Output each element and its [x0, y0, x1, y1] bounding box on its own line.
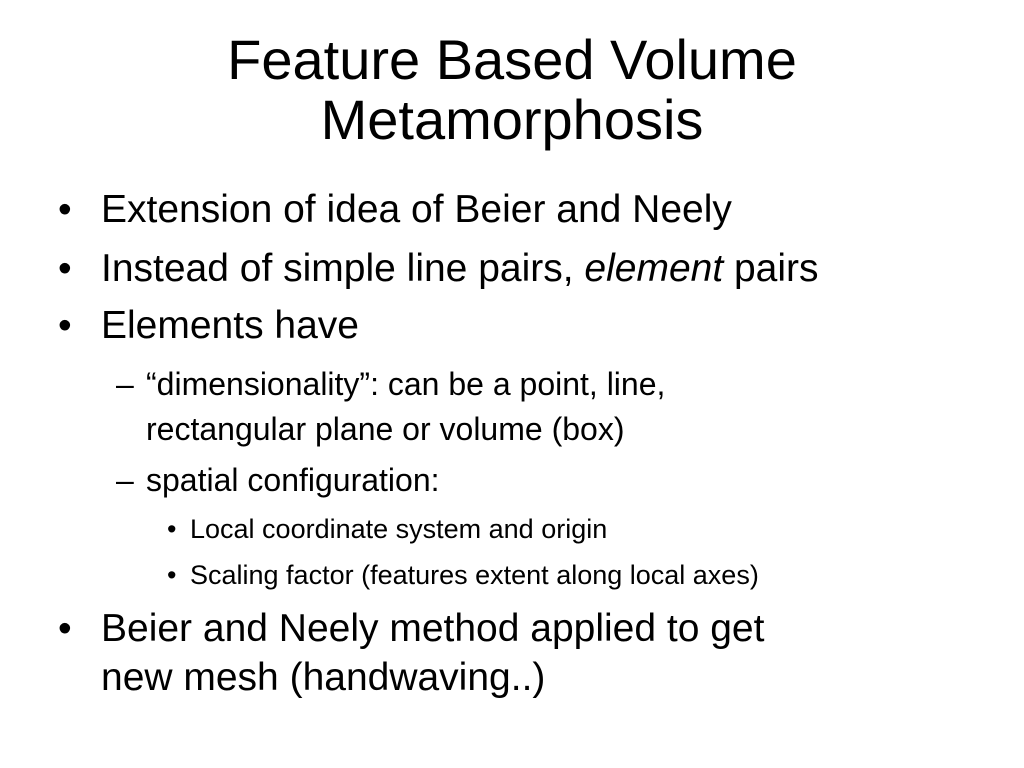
bullet-beier-line-2: new mesh (handwaving..) — [101, 656, 546, 699]
sub-bullet-dimensionality-line-1: “dimensionality”: can be a point, line, — [146, 366, 666, 402]
sub-bullet-spatial: spatial configuration: — [146, 462, 440, 498]
bullet-marker-small: • — [167, 560, 177, 590]
dash-marker: – — [116, 462, 134, 498]
dash-marker: – — [116, 366, 134, 402]
bullet-extension: Extension of idea of Beier and Neely — [101, 188, 732, 231]
bullet-instead-post: pairs — [723, 247, 819, 290]
bullet-beier-line-1: Beier and Neely method applied to get — [101, 607, 765, 650]
bullet-marker-small: • — [167, 514, 177, 544]
title-line-2: Metamorphosis — [320, 88, 704, 151]
bullet-marker: • — [58, 304, 72, 347]
sub-bullet-dimensionality-line-2: rectangular plane or volume (box) — [146, 411, 625, 447]
title-line-1: Feature Based Volume — [227, 28, 797, 91]
sub-sub-bullet-local-coords: Local coordinate system and origin — [190, 514, 608, 544]
bullet-instead-pre: Instead of simple line pairs, — [101, 247, 585, 290]
bullet-marker: • — [58, 607, 72, 650]
bullet-elements-have: Elements have — [101, 304, 359, 347]
bullet-marker: • — [58, 247, 72, 290]
bullet-instead — [101, 243, 819, 295]
bullet-marker: • — [58, 188, 72, 231]
sub-sub-bullet-scaling: Scaling factor (features extent along local axes) — [190, 560, 759, 590]
bullet-instead-emphasis: element — [584, 247, 724, 290]
